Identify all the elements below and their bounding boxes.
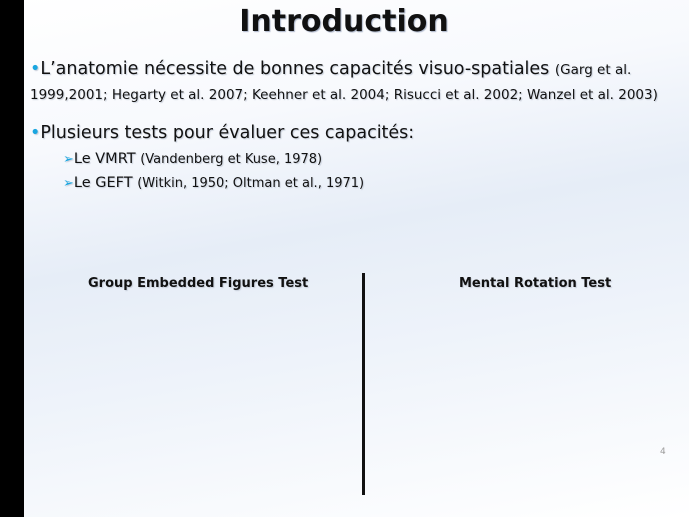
page-number: 4 — [660, 447, 666, 457]
subitem-text: Le GEFT — [73, 175, 133, 191]
bullet-tests — [30, 123, 414, 143]
subitem-text: Le VMRT — [73, 151, 136, 167]
subitem-geft — [63, 175, 364, 191]
left-edge-bar — [0, 0, 24, 517]
subitem-vmrt — [63, 151, 322, 167]
arrow-bullet-icon: ➢ — [63, 152, 74, 167]
bullet-text: Plusieurs tests pour évaluer ces capacités: — [40, 123, 415, 143]
subitem-reference: (Witkin, 1950; Oltman et al., 1971) — [137, 176, 365, 191]
bullet-anatomy — [30, 57, 670, 107]
slide-title: Introduction — [239, 4, 449, 39]
arrow-bullet-icon: ➢ — [63, 176, 74, 191]
bullet-reference: (Garg et al. 1999,2001; Hegarty et al. 2007; Keehner et al. 2004; Risucci et al. 2002; Wanzel et al. 2003) — [30, 62, 658, 103]
column-divider — [362, 273, 365, 495]
bullet-marker: • — [30, 123, 41, 143]
subitem-reference: (Vandenberg et Kuse, 1978) — [140, 152, 323, 167]
column-label-geft: Group Embedded Figures Test — [88, 276, 309, 291]
bullet-marker: • — [30, 59, 41, 79]
column-label-mrt: Mental Rotation Test — [459, 276, 612, 291]
bullet-text: L’anatomie nécessite de bonnes capacités visuo-spatiales — [40, 59, 550, 79]
